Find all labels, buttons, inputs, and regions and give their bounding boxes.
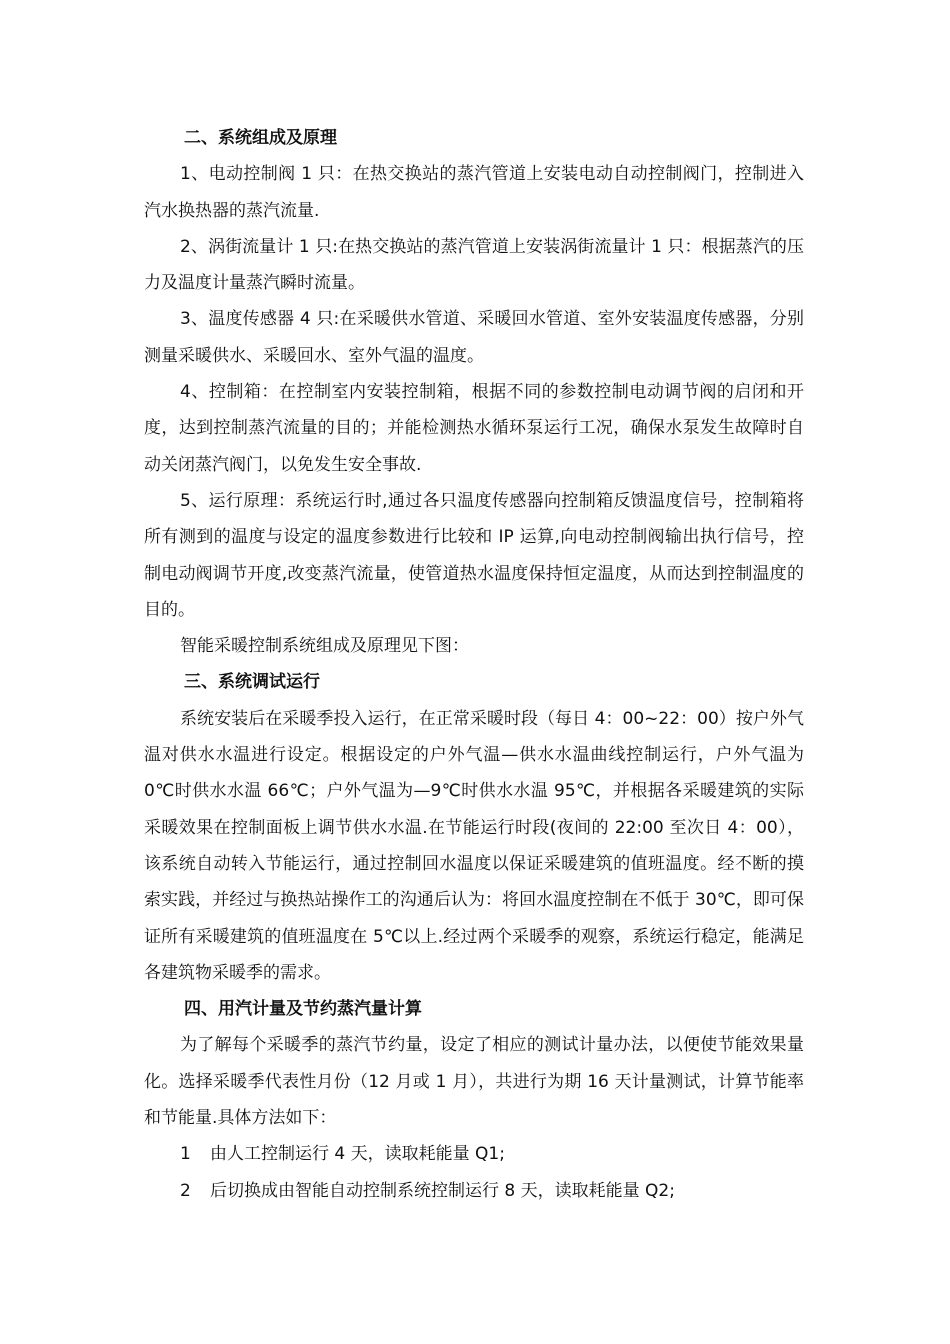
paragraph-metering-method: 为了解每个采暖季的蒸汽节约量，设定了相应的测试计量办法，以便使节能效果量化。选择采暖季代表性月份（12 月或 1 月），共进行为期 16 天计量测试，计算节能率和节能量.具体方法如下： [144,1035,804,1129]
paragraph-vortex-flowmeter: 2、涡街流量计 1 只:在热交换站的蒸汽管道上安装涡街流量计 1 只：根据蒸汽的压力及温度计量蒸汽瞬时流量。 [144,236,804,294]
list-item-number: 1 [180,1144,191,1165]
list-item [144,1136,804,1172]
list-item [144,1173,804,1209]
section-heading-system-composition: 二、系统组成及原理 [184,128,337,148]
list-item-text: 后切换成由智能自动控制系统控制运行 8 天，读取耗能量 Q2; [210,1180,675,1201]
paragraph-figure-reference: 智能采暖控制系统组成及原理见下图： [180,636,469,657]
paragraph-control-box: 4、控制箱：在控制室内安装控制箱，根据不同的参数控制电动调节阀的启闭和开度，达到控制蒸汽流量的目的；并能检测热水循环泵运行工况，确保水泵发生故障时自动关闭蒸汽阀门，以免发生安全事故. [144,382,804,475]
document-body [144,120,804,1209]
paragraph-commissioning: 系统安装后在采暖季投入运行，在正常采暖时段（每日 4：00~22：00）按户外气温对供水水温进行设定。根据设定的户外气温—供水水温曲线控制运行，户外气温为 0℃时供水水温 66℃；户外气温为—9℃时供水水温 95℃，并根据各采暖建筑的实际采暖效果在控制面板上调节供水水温.在节能运行时段(夜间的 22:00 至次日 4：00），该系统自动转入节能运行，通过控制回水温度以保证采暖建筑的值班温度。经不断的摸索实践，并经过与换热站操作工的沟通后认为：将回水温度控制在不低于 30℃，即可保证所有采暖建筑的值班温度在 5℃以上.经过两个采暖季的观察，系统运行稳定，能满足各建筑物采暖季的需求。 [144,708,804,983]
paragraph-electric-valve: 1、电动控制阀 1 只：在热交换站的蒸汽管道上安装电动自动控制阀门，控制进入汽水换热器的蒸汽流量. [144,164,804,221]
section-heading-steam-metering: 四、用汽计量及节约蒸汽量计算 [184,999,422,1020]
paragraph-operating-principle: 5、运行原理：系统运行时,通过各只温度传感器向控制箱反馈温度信号，控制箱将所有测到的温度与设定的温度参数进行比较和 IP 运算,向电动控制阀输出执行信号，控制电动阀调节开度,改变蒸汽流量，使管道热水温度保持恒定温度，从而达到控制温度的目的。 [144,490,804,620]
list-item-number: 2 [180,1180,191,1201]
section-heading-commissioning: 三、系统调试运行 [184,672,320,693]
list-item-text: 由人工控制运行 4 天，读取耗能量 Q1; [210,1144,505,1165]
paragraph-temperature-sensor: 3、温度传感器 4 只:在采暖供水管道、采暖回水管道、室外安装温度传感器，分别测量采暖供水、采暖回水、室外气温的温度。 [144,309,804,366]
